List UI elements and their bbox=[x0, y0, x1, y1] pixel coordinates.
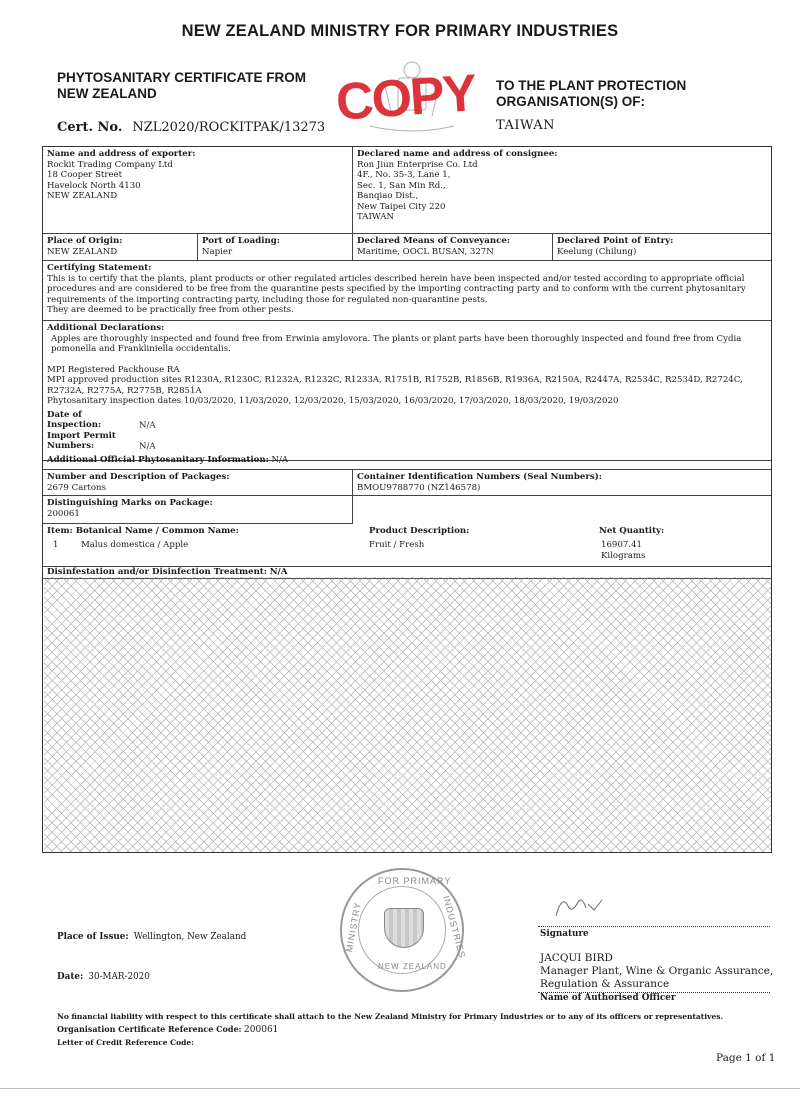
page-number: Page 1 of 1 bbox=[716, 1052, 776, 1064]
entry-value: Keelung (Chilung) bbox=[557, 246, 637, 257]
liability-statement: No financial liability with respect to this certificate shall attach to the New Zealand Ministry for Primary Industries or to any of its officers or representatives. bbox=[57, 1012, 724, 1021]
packages-label: Number and Description of Packages: bbox=[47, 472, 230, 482]
exporter-line: 18 Cooper Street bbox=[47, 170, 123, 180]
loading-label: Port of Loading: bbox=[202, 236, 280, 246]
place-of-issue-value: Wellington, New Zealand bbox=[133, 932, 247, 942]
certifying-statement-label: Certifying Statement: bbox=[47, 263, 152, 273]
org-reference bbox=[57, 1024, 278, 1035]
copy-stamp bbox=[330, 56, 495, 136]
packhouse: MPI Registered Packhouse RA bbox=[47, 364, 180, 375]
destination-country: TAIWAN bbox=[496, 118, 555, 133]
officer-title-line2: Regulation & Assurance bbox=[540, 978, 670, 990]
additional-declarations-label: Additional Declarations: bbox=[47, 323, 165, 333]
item-quantity-unit: Kilograms bbox=[601, 551, 646, 561]
org-reference-value: 200061 bbox=[244, 1025, 279, 1035]
copy-stamp-text: COPY bbox=[334, 64, 478, 132]
item-description: Fruit / Fresh bbox=[369, 540, 425, 550]
seal-right-text: INDUSTRIES bbox=[441, 894, 468, 960]
org-reference-label: Organisation Certificate Reference Code: bbox=[57, 1024, 242, 1034]
signature-line bbox=[538, 926, 770, 927]
item-header: Item: Botanical Name / Common Name: bbox=[47, 526, 239, 536]
date-of-inspection-label: Date of Inspection: bbox=[47, 409, 102, 430]
exporter-line: Havelock North 4130 bbox=[47, 180, 141, 191]
consignee-line: Banqiao Dist., bbox=[357, 191, 419, 201]
container-value: BMOU9788770 (NZ146578) bbox=[357, 482, 481, 493]
additional-declarations-text: Apples are thoroughly inspected and found free from Erwinia amylovora. The plants or plant parts have been thoroughly inspected and found free from Cydia pomonella and Frankliniella occidentalis. bbox=[51, 333, 742, 354]
conveyance-label: Declared Means of Conveyance: bbox=[357, 236, 510, 246]
quantity-header: Net Quantity: bbox=[599, 526, 665, 536]
description-header: Product Description: bbox=[369, 526, 470, 536]
void-hatch-area bbox=[44, 577, 771, 852]
exporter-line: NEW ZEALAND bbox=[47, 191, 118, 201]
officer-block bbox=[540, 952, 773, 991]
certificate-number-label: Cert. No. bbox=[57, 120, 123, 135]
origin-value: NEW ZEALAND bbox=[47, 246, 118, 257]
official-info-label: Additional Official Phytosanitary Information: bbox=[47, 454, 269, 465]
loading-value: Napier bbox=[202, 246, 233, 257]
additional-declarations-cell bbox=[43, 321, 771, 465]
date-of-inspection-value: N/A bbox=[139, 420, 156, 430]
ministry-title: NEW ZEALAND MINISTRY FOR PRIMARY INDUSTRIES bbox=[181, 22, 619, 40]
certificate-number bbox=[57, 120, 325, 135]
certifying-statement-text2: They are deemed to be practically free from other pests. bbox=[47, 305, 294, 315]
consignee-line: Ron Jiun Enterprise Co. Ltd bbox=[357, 159, 478, 170]
packages-cell bbox=[43, 469, 353, 496]
consignee-line: Sec. 1, San Min Rd., bbox=[357, 180, 446, 191]
certificate-title bbox=[57, 70, 337, 102]
import-permit-value: N/A bbox=[139, 441, 156, 451]
official-info-value: N/A bbox=[271, 454, 289, 465]
page-bottom-rule bbox=[0, 1088, 800, 1089]
exporter-label: Name and address of exporter: bbox=[47, 149, 196, 159]
certifying-statement-text: This is to certify that the plants, plant products or other regulated articles described herein have been inspected and/or tested according to appropriate official procedures and are considered to be free from the quarantine pests specified by the importing contracting party and to conform with the current phytosanitary requirements of the importing contracting party, including those for regulated non-quarantine pests. bbox=[47, 273, 746, 305]
packages-value: 2679 Cartons bbox=[47, 482, 106, 493]
item-number: 1 bbox=[53, 540, 59, 550]
certifying-statement-cell bbox=[43, 261, 771, 321]
consignee-line: New Taipei City 220 bbox=[357, 201, 446, 212]
certificate-number-value: NZL2020/ROCKITPAK/13273 bbox=[132, 120, 326, 135]
origin-label: Place of Origin: bbox=[47, 236, 123, 246]
officer-title-line1: Manager Plant, Wine & Organic Assurance, bbox=[540, 965, 774, 977]
seal-bottom-text: NEW ZEALAND bbox=[378, 962, 447, 971]
officer-name: JACQUI BIRD bbox=[540, 952, 613, 964]
signature-label: Signature bbox=[540, 929, 589, 939]
treatment-label: Disinfestation and/or Disinfection Treatment: bbox=[47, 567, 267, 577]
place-of-issue-label: Place of Issue: bbox=[57, 932, 129, 942]
crest-icon bbox=[384, 908, 424, 948]
officer-label: Name of Authorised Officer bbox=[540, 993, 676, 1003]
destination-title bbox=[496, 78, 756, 110]
exporter-line: Rockit Trading Company Ltd bbox=[47, 159, 173, 170]
marks-value: 200061 bbox=[47, 508, 80, 519]
item-quantity: 16907.41 bbox=[601, 540, 643, 550]
consignee-line: TAIWAN bbox=[357, 212, 394, 222]
consignee-line: 4F., No. 35-3, Lane 1, bbox=[357, 170, 451, 180]
issue-date-value: 30-MAR-2020 bbox=[88, 972, 150, 982]
loading-cell bbox=[198, 234, 353, 261]
production-sites: MPI approved production sites R1230A, R1230C, R1232A, R1232C, R1233A, R1751B, R1752B, R1856B, R1936A, R2150A, R2447A, R2534C, R2534D, R2724C, R2732A, R2775A, R2775B, R2851A bbox=[47, 375, 743, 396]
consignee-label: Declared name and address of consignee: bbox=[357, 149, 558, 159]
destination-title-line1: TO THE PLANT PROTECTION bbox=[496, 78, 687, 93]
certificate-title-line1: PHYTOSANITARY CERTIFICATE FROM bbox=[57, 70, 307, 85]
container-label: Container Identification Numbers (Seal Numbers): bbox=[357, 472, 602, 482]
container-cell bbox=[353, 469, 771, 496]
origin-cell bbox=[43, 234, 198, 261]
issue-date bbox=[57, 964, 150, 983]
letter-of-credit-label: Letter of Credit Reference Code: bbox=[57, 1038, 194, 1047]
destination-title-line2: ORGANISATION(S) OF: bbox=[496, 94, 645, 109]
item-name: Malus domestica / Apple bbox=[81, 540, 189, 550]
issue-date-label: Date: bbox=[57, 972, 84, 982]
item-table bbox=[43, 524, 771, 567]
marks-label: Distinguishing Marks on Package: bbox=[47, 498, 213, 508]
inspection-dates: Phytosanitary inspection dates 10/03/2020, 11/03/2020, 12/03/2020, 15/03/2020, 16/03/2020, 17/03/2020, 18/03/2020, 19/03/2020 bbox=[47, 396, 619, 406]
consignee-cell bbox=[353, 147, 771, 234]
certificate-title-line2: NEW ZEALAND bbox=[57, 86, 157, 101]
entry-label: Declared Point of Entry: bbox=[557, 236, 674, 246]
signature-scribble-icon bbox=[548, 888, 608, 924]
seal-top-text: FOR PRIMARY bbox=[378, 876, 452, 886]
ministry-seal bbox=[340, 868, 468, 992]
import-permit-label: Import Permit Numbers: bbox=[47, 430, 116, 451]
certificate-form bbox=[42, 146, 772, 853]
marks-cell bbox=[43, 496, 353, 524]
conveyance-value: Maritime, OOCL BUSAN, 327N bbox=[357, 246, 494, 257]
place-of-issue bbox=[57, 924, 246, 943]
seal-left-text: MINISTRY bbox=[344, 901, 363, 953]
entry-cell bbox=[553, 234, 771, 261]
exporter-cell bbox=[43, 147, 353, 234]
conveyance-cell bbox=[353, 234, 553, 261]
treatment-value: N/A bbox=[269, 567, 288, 577]
